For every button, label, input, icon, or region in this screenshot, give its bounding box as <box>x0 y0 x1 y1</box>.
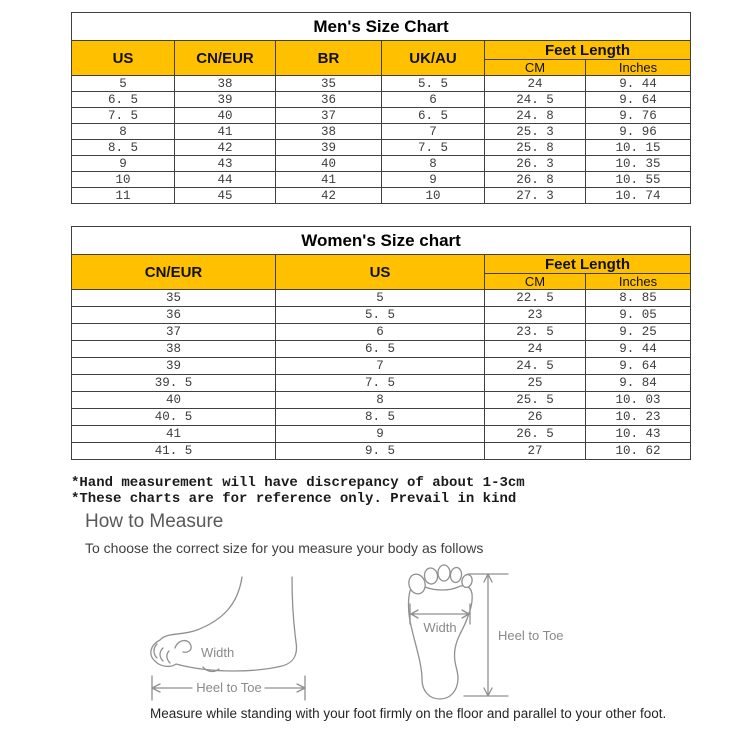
table-row <box>72 188 691 204</box>
cell: 9. 64 <box>586 358 691 375</box>
cell: 5 <box>72 76 175 92</box>
cell: 24. 5 <box>485 358 586 375</box>
table-row <box>72 108 691 124</box>
cell: 8 <box>382 156 485 172</box>
cell: 9. 05 <box>586 307 691 324</box>
cell: 27 <box>485 443 586 460</box>
instep-curve <box>175 641 191 653</box>
toe-4 <box>450 567 463 583</box>
note-line: *These charts are for reference only. Prevail in kind <box>71 491 517 507</box>
table-row <box>72 140 691 156</box>
womens-table-title-row <box>72 227 691 255</box>
cell: 10. 35 <box>586 156 691 172</box>
table-row <box>72 426 691 443</box>
column-header-us: US <box>72 41 175 76</box>
cell: 26. 8 <box>485 172 586 188</box>
cell: 9. 76 <box>586 108 691 124</box>
toe-3 <box>438 565 450 581</box>
womens-table-title: Women's Size chart <box>72 227 691 255</box>
cell: 25. 5 <box>485 392 586 409</box>
column-header-br: BR <box>276 41 382 76</box>
mens-table-title-row <box>72 13 691 41</box>
cell: 39. 5 <box>72 375 276 392</box>
cell: 40 <box>72 392 276 409</box>
cell: 40 <box>276 156 382 172</box>
cell: 10. 43 <box>586 426 691 443</box>
cell: 45 <box>175 188 276 204</box>
cell: 37 <box>276 108 382 124</box>
footnotes <box>71 475 525 507</box>
cell: 8. 85 <box>586 290 691 307</box>
column-header-uk-au: UK/AU <box>382 41 485 76</box>
column-header-cn-eur: CN/EUR <box>175 41 276 76</box>
cell: 7. 5 <box>72 108 175 124</box>
note-line: *Hand measurement will have discrepancy of about 1-3cm <box>71 475 525 491</box>
cell: 26 <box>485 409 586 426</box>
cell: 36 <box>72 307 276 324</box>
cell: 24. 8 <box>485 108 586 124</box>
cell: 41 <box>72 426 276 443</box>
width-label: Width <box>201 645 235 660</box>
toe-2 <box>423 567 438 585</box>
table-row <box>72 324 691 341</box>
sole-outline <box>409 585 473 699</box>
mens-table-body <box>72 76 691 204</box>
cell: 8 <box>72 124 175 140</box>
column-header-feet-length: Feet Length <box>485 255 691 274</box>
table-row <box>72 392 691 409</box>
womens-size-table <box>71 226 691 460</box>
cell: 6. 5 <box>72 92 175 108</box>
cell: 41 <box>276 172 382 188</box>
heel-to-toe-label: Heel to Toe <box>498 628 564 643</box>
table-row <box>72 341 691 358</box>
cell: 22. 5 <box>485 290 586 307</box>
cell: 10. 55 <box>586 172 691 188</box>
cell: 39 <box>175 92 276 108</box>
table-row <box>72 172 691 188</box>
cell: 9. 64 <box>586 92 691 108</box>
column-header-inches: Inches <box>586 274 691 290</box>
cell: 7 <box>382 124 485 140</box>
cell: 9 <box>72 156 175 172</box>
toe-lines <box>154 644 170 663</box>
how-to-measure-subtitle: To choose the correct size for you measure your body as follows <box>85 540 484 556</box>
cell: 9. 44 <box>586 76 691 92</box>
cell: 9. 44 <box>586 341 691 358</box>
cell: 40. 5 <box>72 409 276 426</box>
cell: 24. 5 <box>485 92 586 108</box>
cell: 10 <box>72 172 175 188</box>
cell: 10. 62 <box>586 443 691 460</box>
cell: 39 <box>276 140 382 156</box>
cell: 43 <box>175 156 276 172</box>
table-row <box>72 76 691 92</box>
cell: 6. 5 <box>382 108 485 124</box>
table-row <box>72 358 691 375</box>
cell: 25 <box>485 375 586 392</box>
how-to-measure-heading: How to Measure <box>85 511 224 532</box>
cell: 10. 74 <box>586 188 691 204</box>
cell: 38 <box>175 76 276 92</box>
mens-table-title: Men's Size Chart <box>72 13 691 41</box>
cell: 9. 5 <box>276 443 485 460</box>
column-header-cm: CM <box>485 274 586 290</box>
cell: 24 <box>485 341 586 358</box>
table-row <box>72 92 691 108</box>
cell: 39 <box>72 358 276 375</box>
cell: 6 <box>276 324 485 341</box>
cell: 25. 8 <box>485 140 586 156</box>
table-row <box>72 409 691 426</box>
cell: 42 <box>175 140 276 156</box>
cell: 42 <box>276 188 382 204</box>
column-header-cm: CM <box>485 60 586 76</box>
cell: 9 <box>382 172 485 188</box>
cell: 6 <box>382 92 485 108</box>
column-header-cn-eur: CN/EUR <box>72 255 276 290</box>
cell: 8. 5 <box>72 140 175 156</box>
womens-table-header-row <box>72 255 691 274</box>
measure-caption: Measure while standing with your foot firmly on the floor and parallel to your other foot. <box>150 706 667 721</box>
foot-sole-diagram <box>400 557 612 709</box>
cell: 23. 5 <box>485 324 586 341</box>
cell: 5 <box>276 290 485 307</box>
cell: 27. 3 <box>485 188 586 204</box>
width-label: Width <box>423 620 457 635</box>
table-row <box>72 307 691 324</box>
cell: 35 <box>72 290 276 307</box>
cell: 38 <box>276 124 382 140</box>
cell: 8. 5 <box>276 409 485 426</box>
cell: 25. 3 <box>485 124 586 140</box>
cell: 44 <box>175 172 276 188</box>
table-row <box>72 156 691 172</box>
mens-table-header-row <box>72 41 691 60</box>
column-header-inches: Inches <box>586 60 691 76</box>
cell: 9. 25 <box>586 324 691 341</box>
heel-to-toe-label: Heel to Toe <box>196 680 262 695</box>
table-row <box>72 290 691 307</box>
cell: 41. 5 <box>72 443 276 460</box>
cell: 9. 96 <box>586 124 691 140</box>
cell: 7. 5 <box>382 140 485 156</box>
cell: 10 <box>382 188 485 204</box>
cell: 5. 5 <box>276 307 485 324</box>
mens-size-table <box>71 12 691 204</box>
cell: 5. 5 <box>382 76 485 92</box>
cell: 35 <box>276 76 382 92</box>
cell: 10. 15 <box>586 140 691 156</box>
table-row <box>72 124 691 140</box>
cell: 37 <box>72 324 276 341</box>
heel-to-toe-arrow <box>484 574 492 696</box>
cell: 41 <box>175 124 276 140</box>
cell: 11 <box>72 188 175 204</box>
ball-curve <box>203 667 219 671</box>
cell: 9 <box>276 426 485 443</box>
cell: 7. 5 <box>276 375 485 392</box>
column-header-us: US <box>276 255 485 290</box>
cell: 36 <box>276 92 382 108</box>
cell: 10. 23 <box>586 409 691 426</box>
cell: 38 <box>72 341 276 358</box>
cell: 10. 03 <box>586 392 691 409</box>
cell: 7 <box>276 358 485 375</box>
column-header-feet-length: Feet Length <box>485 41 691 60</box>
table-row <box>72 443 691 460</box>
cell: 24 <box>485 76 586 92</box>
table-row <box>72 375 691 392</box>
cell: 26. 3 <box>485 156 586 172</box>
cell: 23 <box>485 307 586 324</box>
foot-side-view-diagram <box>145 562 320 704</box>
cell: 6. 5 <box>276 341 485 358</box>
cell: 40 <box>175 108 276 124</box>
cell: 26. 5 <box>485 426 586 443</box>
cell: 8 <box>276 392 485 409</box>
womens-table-body <box>72 290 691 460</box>
cell: 9. 84 <box>586 375 691 392</box>
